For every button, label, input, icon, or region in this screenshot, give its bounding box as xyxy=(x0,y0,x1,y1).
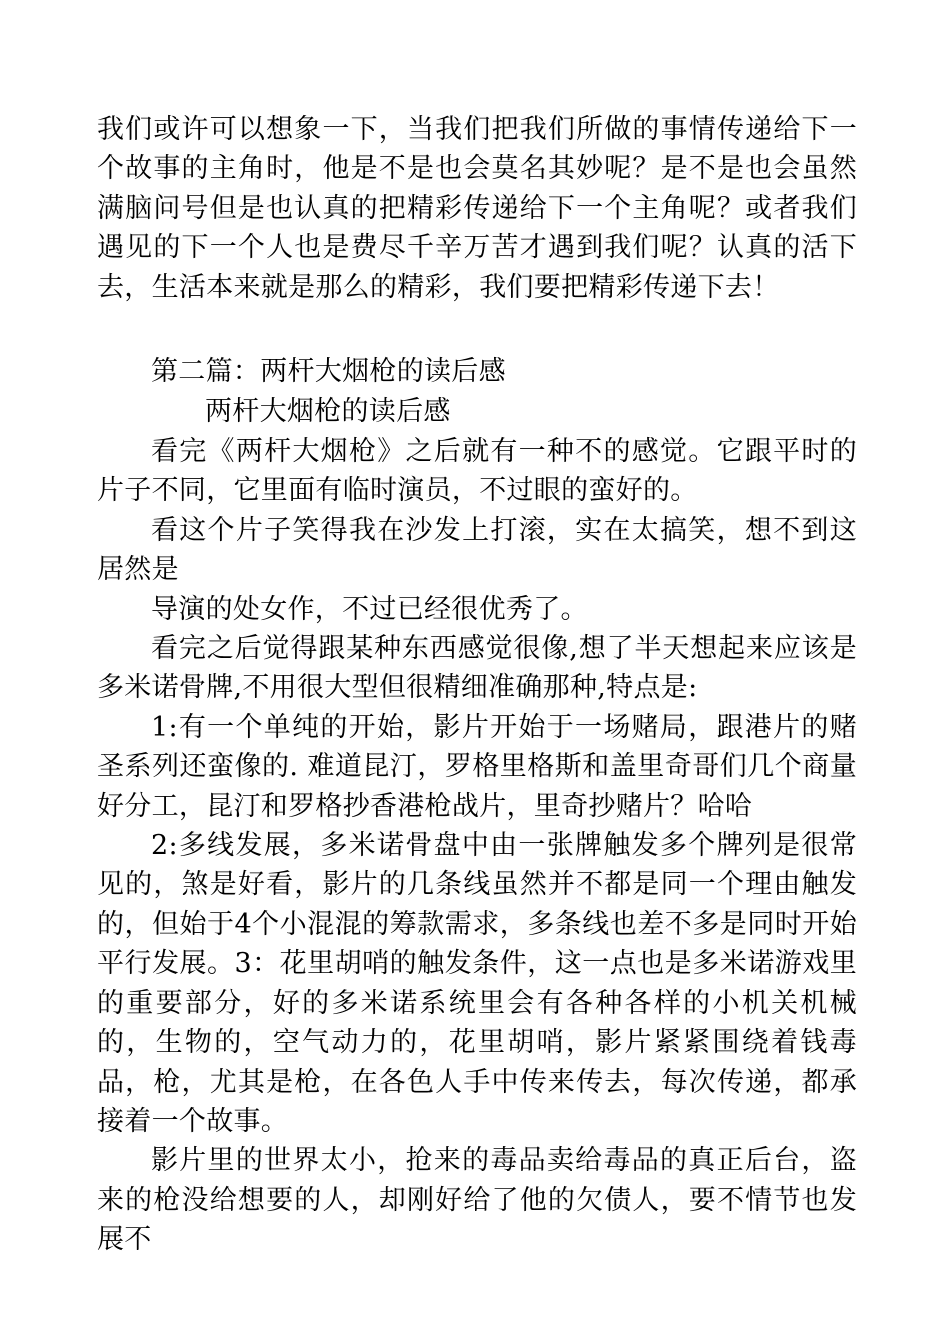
article-title: 两杆大烟枪的读后感 xyxy=(205,396,451,427)
body-paragraph: 1:有一个单纯的开始，影片开始于一场赌局，跟港片的赌圣系列还蛮像的. 难道昆汀，罗格里格斯和盖里奇哥们几个商量好分工，昆汀和罗格抄香港枪战片，里奇抄赌片？哈哈 xyxy=(97,711,857,822)
body-paragraph: 看这个片子笑得我在沙发上打滚，实在太搞笑，想不到这居然是 xyxy=(97,514,857,586)
section-title: 第二篇：两杆大烟枪的读后感 xyxy=(151,356,506,387)
body-paragraph: 看完之后觉得跟某种东西感觉很像,想了半天想起来应该是多米诺骨牌,不用很大型但很精细准确那种,特点是: xyxy=(97,633,857,704)
body-paragraph: 导演的处女作，不过已经很优秀了。 xyxy=(151,593,588,625)
intro-paragraph: 我们或许可以想象一下，当我们把我们所做的事情传递给下一个故事的主角时，他是不是也会莫名其妙呢？是不是也会虽然满脑问号但是也认真的把精彩传递给下一个主角呢？或者我们遇见的下一个人也是费尽千辛万苦才遇到我们呢？认真的活下去，生活本来就是那么的精彩，我们要把精彩传递下去！ xyxy=(97,114,857,303)
body-paragraph: 看完《两杆大烟枪》之后就有一种不的感觉。它跟平时的片子不同，它里面有临时演员，不过眼的蛮好的。 xyxy=(97,436,857,507)
body-paragraph: 2:多线发展，多米诺骨盘中由一张牌触发多个牌列是很常见的，煞是好看，影片的几条线虽然并不都是同一个理由触发的，但始于4个小混混的筹款需求，多条线也差不多是同时开始平行发展。3：花里胡哨的触发条件，这一点也是多米诺游戏里的重要部分，好的多米诺系统里会有各种各样的小机关机械的，生物的，空气动力的，花里胡哨，影片紧紧围绕着钱毒品，枪，尤其是枪，在各色人手中传来传去，每次传递，都承接着一个故事。 xyxy=(97,830,857,1137)
article-body xyxy=(97,432,857,1260)
body-paragraph: 影片里的世界太小，抢来的毒品卖给毒品的真正后台，盗来的枪没给想要的人，却刚好给了他的欠债人，要不情节也发展不 xyxy=(97,1145,857,1256)
